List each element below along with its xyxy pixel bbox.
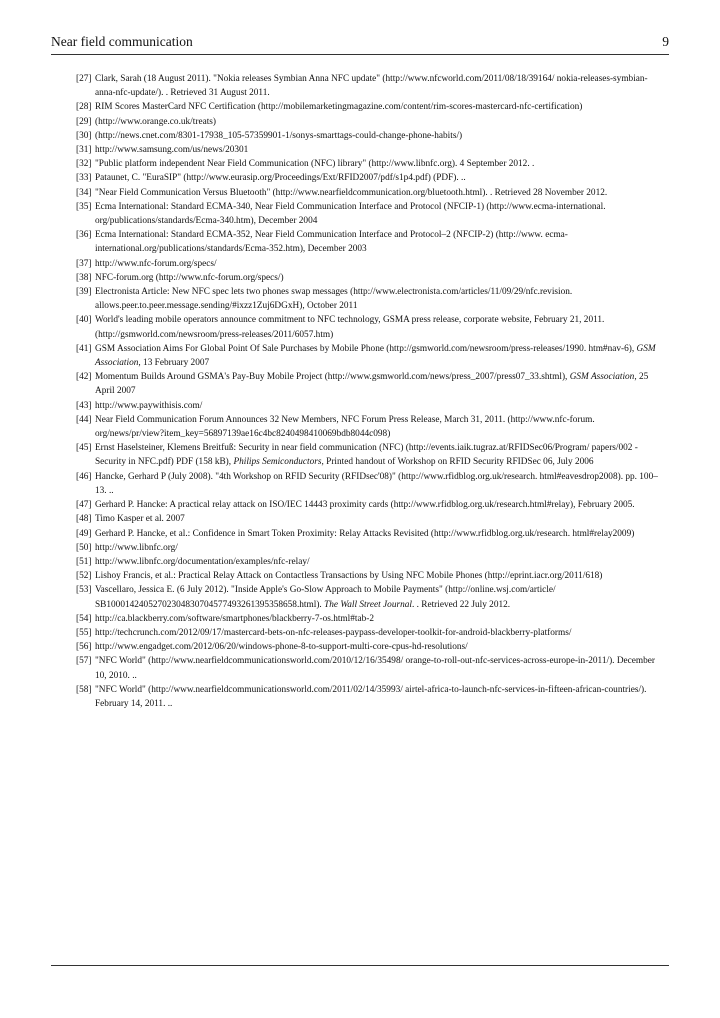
- reference-text: [95, 541, 665, 555]
- reference-number: [48]: [76, 514, 92, 525]
- reference-item: [76, 342, 665, 370]
- reference-text-main: NFC-forum.org (http://www.nfc-forum.org/specs/): [95, 272, 284, 283]
- reference-list: [76, 72, 665, 711]
- reference-item: [76, 640, 665, 654]
- reference-text-main: GSM Association Aims For Global Point Of Sale Purchases by Mobile Phone (http://gsmworld.com/newsroom/press-releases/1990. htm#nav-6),: [95, 343, 637, 354]
- page-number: 9: [662, 34, 669, 49]
- reference-number: [46]: [76, 471, 92, 482]
- reference-text-main: http://www.engadget.com/2012/06/20/windows-phone-8-to-support-multi-core-cpus-hd-resolutions/: [95, 642, 468, 653]
- reference-number: [32]: [76, 159, 92, 170]
- reference-number: [42]: [76, 372, 92, 383]
- reference-text-main: Clark, Sarah (18 August 2011). "Nokia releases Symbian Anna NFC update" (http://www.nfcworld.com/2011/08/18/39164/ nokia-releases-symbian-anna-nfc-update/). . Retrieved 31 August 2011.: [95, 74, 648, 99]
- reference-text: [95, 72, 665, 100]
- reference-text: [95, 399, 665, 413]
- reference-number: [28]: [76, 102, 92, 113]
- reference-text-main: Timo Kasper et al. 2007: [95, 514, 185, 525]
- reference-text: [95, 186, 665, 200]
- reference-number: [43]: [76, 400, 92, 411]
- header-rule: [51, 54, 669, 55]
- reference-text-tail: . . Retrieved 22 July 2012.: [411, 599, 511, 610]
- reference-item: [76, 399, 665, 413]
- reference-number: [33]: [76, 173, 92, 184]
- reference-text-main: "NFC World" (http://www.nearfieldcommunicationsworld.com/2010/12/16/35498/ orange-to-roll-out-nfc-services-across-europe-in-2011/). December 10, 2010. ..: [95, 656, 656, 681]
- reference-text: [95, 612, 665, 626]
- reference-text: [95, 271, 665, 285]
- reference-item: [76, 555, 665, 569]
- reference-item: [76, 654, 665, 682]
- document-title: Near field communication: [51, 34, 193, 49]
- reference-text: [95, 370, 665, 398]
- reference-item: [76, 512, 665, 526]
- reference-text-main: Pataunet, C. "EuraSIP" (http://www.eurasip.org/Proceedings/Ext/RFID2007/pdf/s1p4.pdf) (PDF). ..: [95, 173, 466, 184]
- reference-number: [49]: [76, 528, 92, 539]
- reference-number: [53]: [76, 585, 92, 596]
- reference-number: [31]: [76, 145, 92, 156]
- reference-item: [76, 470, 665, 498]
- reference-text-main: (http://news.cnet.com/8301-17938_105-57359901-1/sonys-smarttags-could-change-phone-habits/): [95, 130, 463, 141]
- reference-text: [95, 342, 665, 370]
- reference-number: [47]: [76, 500, 92, 511]
- reference-text-main: "Near Field Communication Versus Bluetooth" (http://www.nearfieldcommunication.org/bluetooth.html). . Retrieved 28 November 2012.: [95, 187, 608, 198]
- reference-source-italic: GSM Association: [95, 343, 656, 369]
- reference-text: [95, 313, 665, 341]
- reference-text: [95, 171, 665, 185]
- reference-item: [76, 683, 665, 711]
- reference-number: [37]: [76, 258, 92, 269]
- reference-number: [54]: [76, 613, 92, 624]
- reference-text-main: Momentum Builds Around GSMA's Pay-Buy Mobile Project (http://www.gsmworld.com/news/press_2007/press07_33.shtml),: [95, 372, 570, 383]
- reference-item: [76, 612, 665, 626]
- reference-number: [51]: [76, 556, 92, 567]
- reference-text: [95, 228, 665, 256]
- reference-number: [30]: [76, 130, 92, 141]
- reference-item: [76, 72, 665, 100]
- reference-text: [95, 157, 665, 171]
- reference-text: [95, 413, 665, 441]
- reference-item: [76, 541, 665, 555]
- reference-text: [95, 512, 665, 526]
- reference-item: [76, 100, 665, 114]
- reference-text-main: http://www.paywithisis.com/: [95, 400, 203, 411]
- reference-item: [76, 583, 665, 611]
- reference-number: [39]: [76, 287, 92, 298]
- reference-number: [34]: [76, 187, 92, 198]
- reference-text: [95, 683, 665, 711]
- reference-text-main: http://www.nfc-forum.org/specs/: [95, 258, 217, 269]
- reference-item: [76, 569, 665, 583]
- reference-text: [95, 569, 665, 583]
- reference-item: [76, 228, 665, 256]
- reference-text: [95, 285, 665, 313]
- page-header: [51, 34, 669, 50]
- reference-item: [76, 129, 665, 143]
- reference-text-main: (http://www.orange.co.uk/treats): [95, 116, 216, 127]
- reference-item: [76, 186, 665, 200]
- reference-text-main: Gerhard P. Hancke, et al.: Confidence in Smart Token Proximity: Relay Attacks Revisited (http://www.rfidblog.org.uk/research. html#relay2009): [95, 528, 635, 539]
- reference-item: [76, 171, 665, 185]
- reference-number: [29]: [76, 116, 92, 127]
- reference-item: [76, 441, 665, 469]
- reference-text: [95, 555, 665, 569]
- reference-text-main: http://www.samsung.com/us/news/20301: [95, 145, 249, 156]
- reference-number: [27]: [76, 74, 92, 84]
- reference-item: [76, 370, 665, 398]
- reference-text: [95, 498, 665, 512]
- reference-text-main: World's leading mobile operators announce commitment to NFC technology, GSMA press release, corporate website, February 21, 2011. (http://gsmworld.com/newsroom/press-releases/2011/6057.htm): [95, 315, 605, 340]
- reference-text-main: RIM Scores MasterCard NFC Certification (http://mobilemarketingmagazine.com/content/rim-scores-mastercard-nfc-certification): [95, 102, 583, 113]
- reference-text: [95, 527, 665, 541]
- reference-number: [58]: [76, 684, 92, 695]
- reference-text-main: Ernst Haselsteiner, Klemens Breitfuß: Security in near field communication (NFC) (http://events.iaik.tugraz.at/RFIDSec06/Program/ papers/002 - Security in NFC.pdf) PDF (158 kB),: [95, 443, 638, 468]
- reference-item: [76, 527, 665, 541]
- reference-text-main: http://www.libnfc.org/documentation/examples/nfc-relay/: [95, 556, 310, 567]
- reference-text: [95, 115, 665, 129]
- reference-item: [76, 498, 665, 512]
- reference-text: [95, 100, 665, 114]
- reference-text: [95, 583, 665, 611]
- reference-text: [95, 626, 665, 640]
- reference-text-tail: , 25 April 2007: [95, 372, 649, 397]
- reference-number: [50]: [76, 542, 92, 553]
- reference-item: [76, 626, 665, 640]
- reference-text-main: http://ca.blackberry.com/software/smartphones/blackberry-7-os.html#tab-2: [95, 613, 374, 624]
- reference-text-main: Electronista Article: New NFC spec lets two phones swap messages (http://www.electronista.com/articles/11/09/29/nfc.revision. allows.peer.to.peer.message.sending/#ixzz1Zuj6DGxH), October 2011: [95, 287, 573, 312]
- reference-item: [76, 413, 665, 441]
- reference-text-main: Hancke, Gerhard P (July 2008). "4th Workshop on RFID Security (RFIDsec'08)" (http://www.rfidblog.org.uk/research. html#eavesdrop2008). pp. 100–13. ..: [95, 471, 658, 496]
- reference-number: [56]: [76, 642, 92, 653]
- reference-item: [76, 200, 665, 228]
- reference-number: [36]: [76, 230, 92, 241]
- reference-text-tail: , 13 February 2007: [138, 358, 210, 369]
- reference-number: [41]: [76, 343, 92, 354]
- footer-rule: [51, 965, 669, 966]
- reference-item: [76, 115, 665, 129]
- reference-item: [76, 257, 665, 271]
- reference-number: [44]: [76, 414, 92, 425]
- reference-text-main: "NFC World" (http://www.nearfieldcommunicationsworld.com/2011/02/14/35993/ airtel-africa-to-launch-nfc-services-in-fifteen-african-countries/). February 14, 2011. ..: [95, 684, 647, 709]
- reference-text-main: Ecma International: Standard ECMA-340, Near Field Communication Interface and Protocol (NFCIP-1) (http://www.ecma-international. org/publications/standards/Ecma-340.htm), December 2004: [95, 201, 606, 227]
- reference-text-main: http://techcrunch.com/2012/09/17/mastercard-bets-on-nfc-releases-paypass-developer-toolkit-for-android-blackberry-platforms/: [95, 627, 572, 638]
- reference-number: [45]: [76, 443, 92, 454]
- reference-source-italic: Philips Semiconductors: [233, 457, 322, 468]
- reference-source-italic: GSM Association: [569, 372, 635, 383]
- reference-item: [76, 157, 665, 171]
- reference-text-main: "Public platform independent Near Field Communication (NFC) library" (http://www.libnfc.org). 4 September 2012. .: [95, 159, 535, 170]
- reference-item: [76, 143, 665, 157]
- reference-number: [35]: [76, 201, 92, 212]
- reference-item: [76, 313, 665, 341]
- reference-text-main: Lishoy Francis, et al.: Practical Relay Attack on Contactless Transactions by Using NFC Mobile Phones (http://eprint.iacr.org/2011/618): [95, 571, 603, 582]
- reference-text-main: Vascellaro, Jessica E. (6 July 2012). "Inside Apple's Go-Slow Approach to Mobile Payments" (http://online.wsj.com/article/ SB10001424052702304830704577493261395358658.html).: [95, 585, 556, 610]
- reference-text-main: Near Field Communication Forum Announces 32 New Members, NFC Forum Press Release, March 31, 2011. (http://www.nfc-forum. org/news/pr/view?item_key=56897139ae16c4bc8240498410069bdb8044c098): [95, 414, 595, 440]
- reference-text: [95, 470, 665, 498]
- reference-text: [95, 441, 665, 469]
- reference-text: [95, 640, 665, 654]
- reference-text: [95, 143, 665, 157]
- reference-number: [38]: [76, 272, 92, 283]
- reference-text-main: Gerhard P. Hancke: A practical relay attack on ISO/IEC 14443 proximity cards (http://www.rfidblog.org.uk/research.html#relay), February 2005.: [95, 500, 635, 511]
- reference-source-italic: The Wall Street Journal: [324, 599, 412, 610]
- reference-number: [57]: [76, 656, 92, 667]
- reference-text-main: http://www.libnfc.org/: [95, 542, 178, 553]
- reference-number: [40]: [76, 315, 92, 326]
- reference-text-tail: , Printed handout of Workshop on RFID Security RFIDSec 06, July 2006: [321, 457, 594, 468]
- reference-text: [95, 200, 665, 228]
- reference-text: [95, 257, 665, 271]
- reference-item: [76, 271, 665, 285]
- reference-item: [76, 285, 665, 313]
- reference-number: [55]: [76, 627, 92, 638]
- reference-text: [95, 129, 665, 143]
- reference-text-main: Ecma International: Standard ECMA-352, Near Field Communication Interface and Protocol–2 (NFCIP-2) (http://www. ecma-international.org/publications/standards/Ecma-352.htm), December 2003: [95, 230, 568, 255]
- reference-text: [95, 654, 665, 682]
- reference-number: [52]: [76, 571, 92, 582]
